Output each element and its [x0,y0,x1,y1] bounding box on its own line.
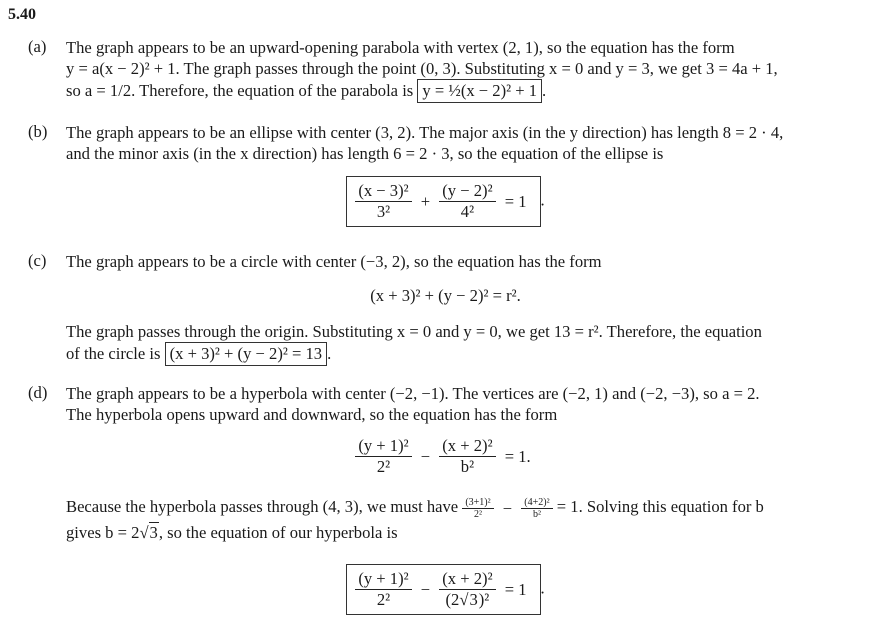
part-d-line-2: The hyperbola opens upward and downward, so the equation has the form [66,405,558,424]
part-d-body-2 [66,496,888,543]
part-a-line-2: y = a(x − 2)² + 1. The graph passes through the point (0, 3). Substituting x = 0 and y = 3, we get 3 = 4a + 1, [66,59,778,78]
part-b-rhs: = 1 [504,191,527,211]
part-d-line-3 [66,496,888,522]
part-d-form-num-2: (x + 2)² [439,436,495,457]
part-a-body [66,37,888,105]
part-c-label: (c) [28,251,47,270]
part-b-frac-1 [355,181,411,222]
part-b-label: (b) [28,122,48,141]
part-b-den-1: 3² [376,202,391,221]
part-d-inline-den-2: b² [532,508,541,520]
part-b-boxed-equation [346,176,540,227]
part-a-boxed-answer: y = ½(x − 2)² + 1 [417,79,542,103]
part-c-body-2 [66,321,888,368]
part-d-inline-frac-1 [462,497,493,520]
part-d-line-4-sqrt-symbol: √ [139,523,149,542]
part-b-body [66,122,888,164]
part-c-line-1: The graph appears to be a circle with center (−3, 2), so the equation has the form [66,252,602,271]
part-b-frac-2 [439,181,495,222]
part-d-final-num-1: (y + 1)² [355,569,411,590]
part-d-final-den-2-pre: (2 [445,590,460,609]
part-b-boxed-equation-row: $\frac{\text{(x − 3)²}}{\text{3²}}$ + $\frac{\text{(y − 2)²}}{\text{4²}}$ = 1 . [0,176,891,227]
part-b-line-2: and the minor axis (in the x direction) has length 6 = 2 · 3, so the equation of the ellipse is [66,144,664,163]
part-d-inline-op: − [502,498,513,518]
part-b-num-1: (x − 3)² [355,181,411,202]
part-d-final-num-2: (x + 2)² [439,569,495,590]
part-d-final-frac-2 [439,569,495,610]
part-b-op: + [420,191,431,211]
part-d-final-frac-1 [355,569,411,610]
part-d-form-den-1: 2² [376,457,391,476]
part-c-line-3-text: of the circle is [66,344,161,363]
part-d-form-rhs: = 1. [504,446,531,466]
part-d-line-1: The graph appears to be a hyperbola with center (−2, −1). The vertices are (−2, 1) and (−2, −3), so a = 2. [66,384,760,403]
part-c-display-equation: (x + 3)² + (y − 2)² = r². [370,286,521,305]
part-d-line-4-sqrt [139,522,158,543]
part-d-line-4-post: , so the equation of our hyperbola is [158,523,398,542]
part-c-line-2: The graph passes through the origin. Substituting x = 0 and y = 0, we get 13 = r². Therefore, the equation [66,322,762,341]
part-d-form-frac-1 [355,436,411,477]
part-d-final-rhs: = 1 [504,579,527,599]
part-d-line-3-post: = 1. Solving this equation for b [556,497,764,516]
part-b-num-2: (y − 2)² [439,181,495,202]
part-d-label: (d) [28,383,48,402]
part-d-final-boxed-equation [346,564,540,615]
part-c-line-3: of the circle is (x + 3)² + (y − 2)² = 13 . [66,342,888,368]
part-d-inline-den-1: 2² [473,508,482,520]
part-d-body [66,383,888,425]
part-d-final-den-1: 2² [376,590,391,609]
part-d-line-4-sqrt-arg: 3 [149,523,158,542]
part-d-form-op: − [420,446,431,466]
part-d-inline-num-1: (3+1)² [462,497,493,509]
part-b-den-2: 4² [460,202,475,221]
part-b-line-1: The graph appears to be an ellipse with center (3, 2). The major axis (in the y direction) has length 8 = 2 · 4, [66,123,784,142]
part-d-final-den-2 [439,590,495,610]
part-d-form-equation [0,436,891,477]
part-c-body [66,251,888,272]
part-d-final-den-2-sqrt: √ [459,590,469,609]
part-d-inline-frac-2 [521,497,552,520]
part-a-line-3: so a = 1/2. Therefore, the equation of the parabola is y = ½(x − 2)² + 1 . [66,79,888,105]
part-d-line-3-pre: Because the hyperbola passes through (4, 3), we must have [66,497,459,516]
part-d-form-frac-2 [439,436,495,477]
part-d-final-den-2-arg: 3 [469,590,478,609]
part-d-inline-num-2: (4+2)² [521,497,552,509]
part-d-final-den-2-post: )² [478,590,490,609]
problem-number: 5.40 [8,6,36,23]
part-c-boxed-answer: (x + 3)² + (y − 2)² = 13 [165,342,327,366]
part-d-final-op: − [420,579,431,599]
part-d-final-equation-row: $\frac{\text{(y + 1)²}}{\text{2²}}$ − $\frac{\text{(x + 2)²}}{\text{(2√3)²}}$ = 1 . [0,564,891,615]
part-d-form-num-1: (y + 1)² [355,436,411,457]
part-a-label: (a) [28,37,47,56]
part-d-form-den-2: b² [460,457,475,476]
part-a-line-3-text: so a = 1/2. Therefore, the equation of the parabola is [66,81,414,100]
part-d-line-4-pre: gives b = 2 [66,523,140,542]
part-d-line-4 [66,522,888,543]
part-a-line-1: The graph appears to be an upward-opening parabola with vertex (2, 1), so the equation has the form [66,38,735,57]
